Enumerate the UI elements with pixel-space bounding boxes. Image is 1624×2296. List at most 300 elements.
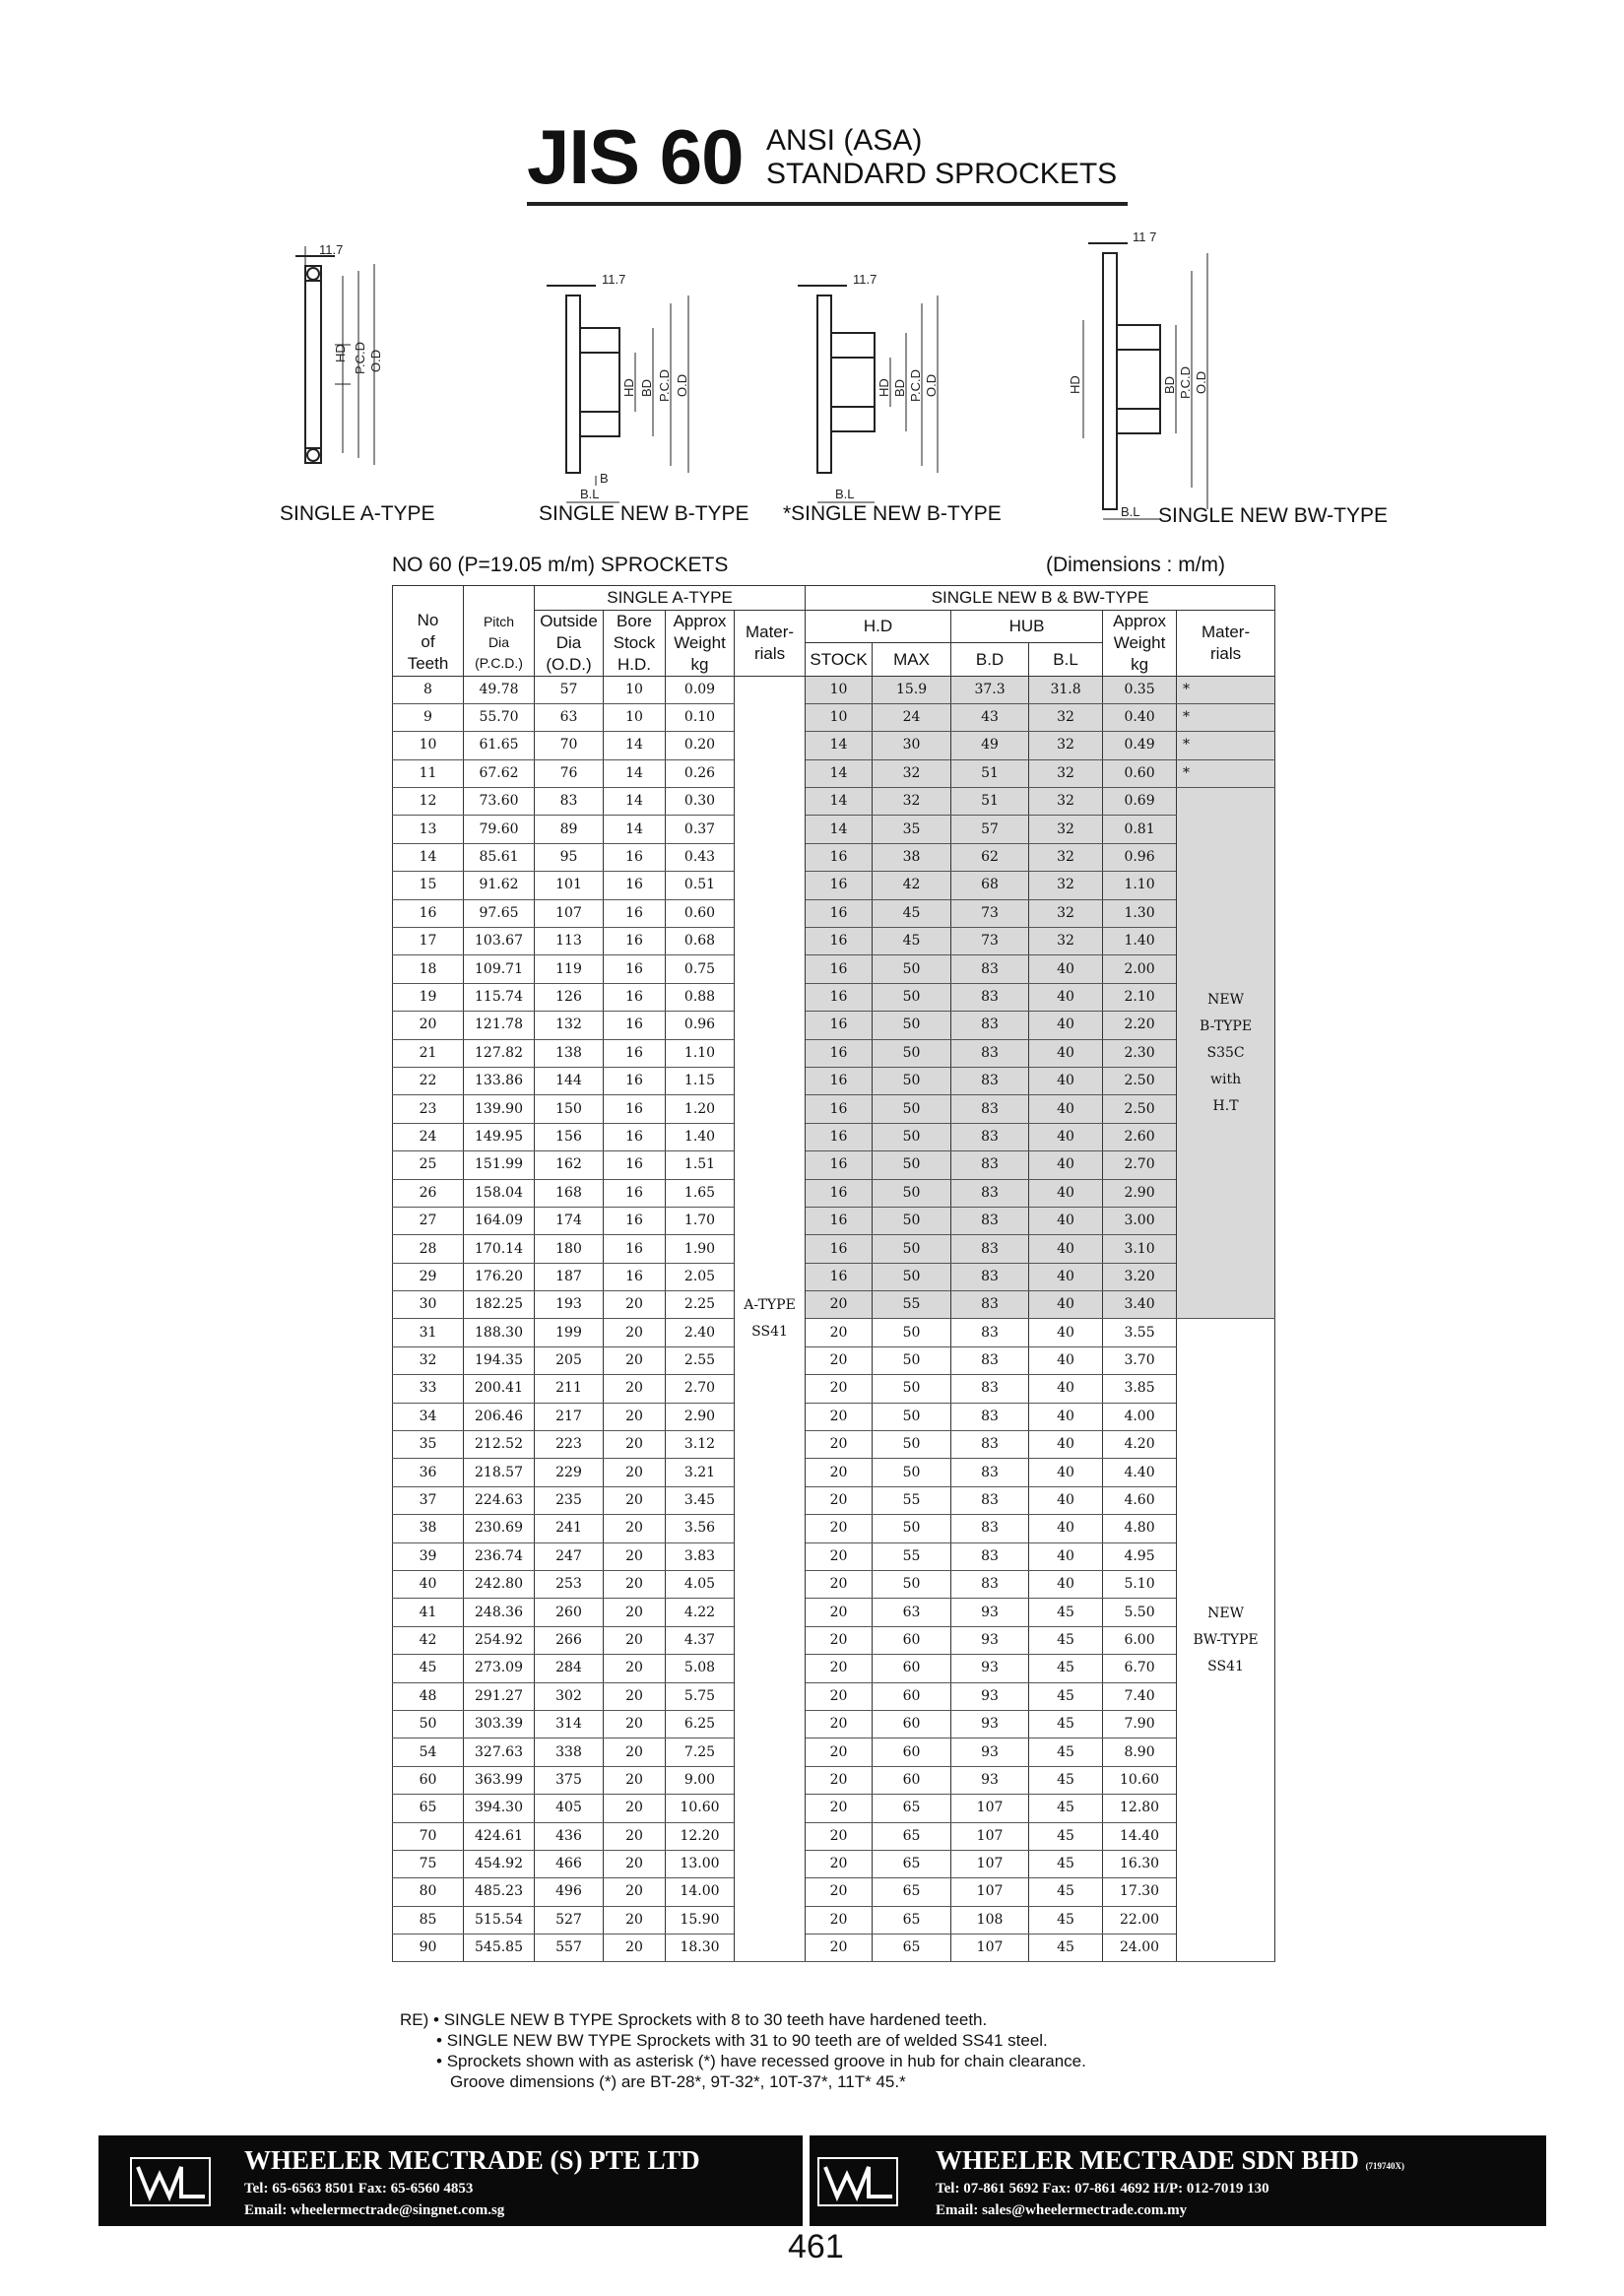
table-cell: 1.10 — [1103, 872, 1177, 899]
table-cell: 50 — [873, 1012, 951, 1039]
title-standard-line2: STANDARD SPROCKETS — [766, 158, 1118, 190]
table-row — [393, 1095, 1275, 1123]
table-cell: 20 — [604, 1599, 666, 1626]
table-cell: 16 — [806, 1235, 873, 1263]
table-cell: 20 — [604, 1291, 666, 1319]
table-cell: 65 — [873, 1795, 951, 1822]
table-cell: 113 — [535, 928, 604, 955]
table-cell: 34 — [393, 1403, 464, 1430]
table-cell: 28 — [393, 1235, 464, 1263]
table-cell: 23 — [393, 1095, 464, 1123]
table-row — [393, 1906, 1275, 1934]
table-row — [393, 1599, 1275, 1626]
table-cell: 338 — [535, 1738, 604, 1766]
table-cell: 49.78 — [464, 676, 535, 703]
footer-right-company — [810, 2135, 1546, 2226]
table-cell: 32 — [1029, 816, 1103, 843]
table-cell: 291.27 — [464, 1682, 535, 1710]
table-cell: 16 — [604, 928, 666, 955]
table-cell: 20 — [806, 1682, 873, 1710]
table-cell: 20 — [604, 1459, 666, 1486]
table-row — [393, 1850, 1275, 1877]
table-cell: 20 — [806, 1822, 873, 1850]
table-cell: 50 — [873, 1095, 951, 1123]
header-max: MAX — [873, 643, 951, 677]
table-cell: 63 — [873, 1599, 951, 1626]
table-cell: 16 — [806, 955, 873, 983]
table-cell: 73.60 — [464, 788, 535, 816]
table-cell: 20 — [604, 1935, 666, 1962]
table-cell: 65 — [873, 1906, 951, 1934]
table-cell: 57 — [535, 676, 604, 703]
table-cell: 3.45 — [666, 1486, 735, 1514]
table-cell: 16.30 — [1103, 1850, 1177, 1877]
table-cell: 50 — [873, 1151, 951, 1179]
table-cell: 16 — [806, 928, 873, 955]
table-cell: 20 — [806, 1571, 873, 1599]
table-cell: 5.50 — [1103, 1599, 1177, 1626]
table-cell: 9.00 — [666, 1766, 735, 1794]
table-cell: 405 — [535, 1795, 604, 1822]
table-cell: 16 — [604, 955, 666, 983]
table-cell: 2.90 — [1103, 1179, 1177, 1207]
table-cell: 2.90 — [666, 1403, 735, 1430]
table-cell: 4.00 — [1103, 1403, 1177, 1430]
table-cell: 485.23 — [464, 1878, 535, 1906]
table-cell: 14 — [604, 816, 666, 843]
table-cell: 83 — [951, 1542, 1029, 1570]
title-standard-line1: ANSI (ASA) — [766, 124, 923, 157]
table-cell: 83 — [951, 1291, 1029, 1319]
table-cell: 20 — [806, 1515, 873, 1542]
table-cell: 14 — [604, 732, 666, 759]
table-cell: 107 — [535, 899, 604, 927]
table-cell: 3.00 — [1103, 1207, 1177, 1234]
table-cell: 32 — [1029, 843, 1103, 871]
table-cell: 424.61 — [464, 1822, 535, 1850]
sprocket-table-wrapper — [392, 585, 1274, 1962]
table-cell: 0.40 — [1103, 703, 1177, 731]
table-cell: 61.65 — [464, 732, 535, 759]
table-cell: 83 — [951, 1515, 1029, 1542]
diagram-single-a-type — [276, 236, 423, 483]
svg-text:HD: HD — [333, 344, 348, 362]
table-cell: 253 — [535, 1571, 604, 1599]
table-cell: 241 — [535, 1515, 604, 1542]
table-cell: 0.88 — [666, 983, 735, 1011]
table-cell: 45 — [1029, 1878, 1103, 1906]
table-cell: 55.70 — [464, 703, 535, 731]
table-cell: 18 — [393, 955, 464, 983]
notes-section: RE) • SINGLE NEW B TYPE Sprockets with 8 to 30 teeth have hardened teeth. • SINGLE NEW BW TYPE Sprockets with 31 to 90 teeth are of welded SS41 steel. • Sprockets shown with as asterisk (*) have recessed groove in hub for chain clearance. Groove dimensions (*) are BT-28*, 9T-32*, 10T-37*, 11T* 45.* — [400, 2010, 1086, 2091]
table-row — [393, 816, 1275, 843]
table-cell: 496 — [535, 1878, 604, 1906]
table-cell: 158.04 — [464, 1179, 535, 1207]
table-cell: 16 — [604, 899, 666, 927]
table-cell: 12 — [393, 788, 464, 816]
table-cell: 205 — [535, 1346, 604, 1374]
table-cell: 20 — [604, 1795, 666, 1822]
table-row — [393, 1263, 1275, 1290]
table-cell: 40 — [1029, 1375, 1103, 1403]
svg-text:HD: HD — [1068, 375, 1082, 394]
table-cell: 10 — [604, 703, 666, 731]
table-cell: 50 — [393, 1710, 464, 1738]
table-cell: 0.26 — [666, 759, 735, 787]
table-cell: 2.40 — [666, 1319, 735, 1346]
table-cell: 20 — [806, 1655, 873, 1682]
table-cell: 14 — [604, 788, 666, 816]
table-cell: 40 — [1029, 1235, 1103, 1263]
table-cell: 10 — [806, 676, 873, 703]
table-cell: 0.49 — [1103, 732, 1177, 759]
table-cell: 60 — [393, 1766, 464, 1794]
table-cell: 70 — [393, 1822, 464, 1850]
table-cell: 60 — [873, 1682, 951, 1710]
diagram-label-new-b-type-2: *SINGLE NEW B-TYPE — [783, 502, 1002, 525]
table-cell: 2.25 — [666, 1291, 735, 1319]
table-cell: 75 — [393, 1850, 464, 1877]
table-row — [393, 1179, 1275, 1207]
table-cell: 30 — [873, 732, 951, 759]
table-cell: 60 — [873, 1766, 951, 1794]
table-cell: 0.35 — [1103, 676, 1177, 703]
table-cell: 7.90 — [1103, 1710, 1177, 1738]
table-cell: 40 — [1029, 1179, 1103, 1207]
table-cell: 20 — [393, 1012, 464, 1039]
table-cell: 45 — [1029, 1710, 1103, 1738]
table-cell: 50 — [873, 1207, 951, 1234]
table-cell: 180 — [535, 1235, 604, 1263]
table-cell: 108 — [951, 1906, 1029, 1934]
table-cell: 1.51 — [666, 1151, 735, 1179]
table-cell: 229 — [535, 1459, 604, 1486]
table-cell: 10 — [806, 703, 873, 731]
header-outside-dia: Outside Dia (O.D.) — [535, 610, 604, 676]
table-cell: 83 — [951, 1319, 1029, 1346]
table-cell: 3.55 — [1103, 1319, 1177, 1346]
table-cell: 19 — [393, 983, 464, 1011]
table-cell: 42 — [873, 872, 951, 899]
table-cell: 1.90 — [666, 1235, 735, 1263]
table-row — [393, 872, 1275, 899]
table-row — [393, 1935, 1275, 1962]
table-cell: 20 — [806, 1850, 873, 1877]
table-cell: 20 — [604, 1626, 666, 1654]
table-cell: 32 — [873, 759, 951, 787]
table-cell: 17.30 — [1103, 1878, 1177, 1906]
table-cell: 83 — [951, 1486, 1029, 1514]
table-row — [393, 1795, 1275, 1822]
svg-text:O.D: O.D — [924, 373, 939, 397]
table-cell: 16 — [806, 1123, 873, 1150]
table-cell: 40 — [1029, 1571, 1103, 1599]
table-cell: 6.00 — [1103, 1626, 1177, 1654]
table-cell: 50 — [873, 1375, 951, 1403]
table-cell: 76 — [535, 759, 604, 787]
table-cell: 83 — [951, 1263, 1029, 1290]
table-cell: 1.20 — [666, 1095, 735, 1123]
table-cell: 454.92 — [464, 1850, 535, 1877]
table-cell: 90 — [393, 1935, 464, 1962]
table-cell: 107 — [951, 1935, 1029, 1962]
table-cell: 2.00 — [1103, 955, 1177, 983]
table-cell: 16 — [806, 1012, 873, 1039]
table-cell: 236.74 — [464, 1542, 535, 1570]
table-cell: 45 — [1029, 1906, 1103, 1934]
table-cell: 32 — [1029, 788, 1103, 816]
table-cell: 93 — [951, 1766, 1029, 1794]
table-cell: 235 — [535, 1486, 604, 1514]
table-cell: 150 — [535, 1095, 604, 1123]
table-cell: 174 — [535, 1207, 604, 1234]
table-cell: 60 — [873, 1738, 951, 1766]
table-cell: 36 — [393, 1459, 464, 1486]
table-cell: 40 — [1029, 955, 1103, 983]
svg-text:P.C.D: P.C.D — [353, 342, 367, 374]
header-group-a-type: SINGLE A-TYPE — [535, 586, 806, 611]
table-row — [393, 983, 1275, 1011]
table-cell: 182.25 — [464, 1291, 535, 1319]
table-cell: 50 — [873, 1346, 951, 1374]
table-cell: 50 — [873, 1067, 951, 1094]
table-cell: 83 — [951, 1067, 1029, 1094]
table-cell: 16 — [604, 983, 666, 1011]
table-cell: 3.10 — [1103, 1235, 1177, 1263]
table-cell: 4.05 — [666, 1571, 735, 1599]
table-cell: 42 — [393, 1626, 464, 1654]
table-cell: 101 — [535, 872, 604, 899]
table-cell: 11 — [393, 759, 464, 787]
table-cell: 16 — [604, 872, 666, 899]
table-cell: 0.30 — [666, 788, 735, 816]
table-cell: 3.12 — [666, 1431, 735, 1459]
title-underline — [527, 202, 1128, 206]
table-cell: 515.54 — [464, 1906, 535, 1934]
table-cell: 40 — [1029, 1459, 1103, 1486]
table-cell: 15.90 — [666, 1906, 735, 1934]
table-cell: 45 — [873, 899, 951, 927]
table-cell: 16 — [604, 1039, 666, 1067]
table-cell: 60 — [873, 1626, 951, 1654]
table-cell: 363.99 — [464, 1766, 535, 1794]
svg-text:P.C.D: P.C.D — [1178, 366, 1193, 399]
table-cell: 327.63 — [464, 1738, 535, 1766]
table-cell: 32 — [1029, 759, 1103, 787]
table-cell: 0.09 — [666, 676, 735, 703]
table-cell: 83 — [951, 1179, 1029, 1207]
table-cell: 20 — [806, 1599, 873, 1626]
table-cell: 16 — [806, 1151, 873, 1179]
table-cell: 2.05 — [666, 1263, 735, 1290]
table-cell: 212.52 — [464, 1431, 535, 1459]
svg-text:B.L: B.L — [835, 487, 855, 501]
table-row — [393, 1151, 1275, 1179]
table-cell: 3.83 — [666, 1542, 735, 1570]
table-cell: 27 — [393, 1207, 464, 1234]
table-cell: 16 — [604, 843, 666, 871]
table-cell: 50 — [873, 983, 951, 1011]
table-cell: 14 — [604, 759, 666, 787]
table-cell: 16 — [806, 899, 873, 927]
table-cell: 3.70 — [1103, 1346, 1177, 1374]
table-cell: 45 — [1029, 1935, 1103, 1962]
table-cell: 40 — [1029, 1095, 1103, 1123]
table-row — [393, 1822, 1275, 1850]
table-cell: 194.35 — [464, 1346, 535, 1374]
table-cell: 37 — [393, 1486, 464, 1514]
table-cell: 45 — [873, 928, 951, 955]
table-row — [393, 1039, 1275, 1067]
table-row — [393, 1346, 1275, 1374]
table-cell: 156 — [535, 1123, 604, 1150]
table-cell: 121.78 — [464, 1012, 535, 1039]
table-cell: 83 — [951, 1095, 1029, 1123]
company-email-sg: Email: wheelermectrade@singnet.com.sg — [244, 2202, 505, 2218]
table-cell: 193 — [535, 1291, 604, 1319]
table-row — [393, 1486, 1275, 1514]
table-cell: 14 — [806, 788, 873, 816]
table-cell: 375 — [535, 1766, 604, 1794]
table-cell: 200.41 — [464, 1375, 535, 1403]
table-cell: 24 — [873, 703, 951, 731]
table-cell: 109.71 — [464, 955, 535, 983]
table-row — [393, 843, 1275, 871]
table-cell: 50 — [873, 1431, 951, 1459]
table-cell: 40 — [393, 1571, 464, 1599]
table-cell: 20 — [604, 1766, 666, 1794]
header-materials-a: Mater- rials — [735, 610, 806, 676]
table-cell: 35 — [393, 1431, 464, 1459]
table-cell: 4.80 — [1103, 1515, 1177, 1542]
table-cell: 16 — [604, 1012, 666, 1039]
table-row — [393, 1291, 1275, 1319]
table-cell: 38 — [873, 843, 951, 871]
table-cell: 32 — [1029, 899, 1103, 927]
table-row — [393, 1123, 1275, 1150]
table-cell: 7.40 — [1103, 1682, 1177, 1710]
table-row — [393, 732, 1275, 759]
table-cell: 83 — [951, 1235, 1029, 1263]
table-cell: 60 — [873, 1655, 951, 1682]
svg-text:B.L: B.L — [580, 487, 600, 501]
table-cell: 14.00 — [666, 1878, 735, 1906]
table-cell: 17 — [393, 928, 464, 955]
table-cell: 62 — [951, 843, 1029, 871]
table-cell: 51 — [951, 788, 1029, 816]
table-cell: 170.14 — [464, 1235, 535, 1263]
table-cell: 115.74 — [464, 983, 535, 1011]
table-cell: 20 — [806, 1319, 873, 1346]
table-cell: 20 — [806, 1906, 873, 1934]
notes-prefix: RE) — [400, 2010, 429, 2029]
table-cell: 55 — [873, 1291, 951, 1319]
table-cell: 20 — [604, 1431, 666, 1459]
table-cell: 223 — [535, 1431, 604, 1459]
table-cell: 3.20 — [1103, 1263, 1177, 1290]
table-row — [393, 1431, 1275, 1459]
table-cell: 2.70 — [666, 1375, 735, 1403]
table-cell: 50 — [873, 955, 951, 983]
table-cell: 57 — [951, 816, 1029, 843]
header-stock: STOCK — [806, 643, 873, 677]
table-row — [393, 1459, 1275, 1486]
table-cell: 0.43 — [666, 843, 735, 871]
table-cell: 107 — [951, 1850, 1029, 1877]
table-cell: 4.60 — [1103, 1486, 1177, 1514]
table-cell: 89 — [535, 816, 604, 843]
table-cell: 63 — [535, 703, 604, 731]
table-cell: 20 — [604, 1682, 666, 1710]
table-cell: 4.37 — [666, 1626, 735, 1654]
company-name-my: WHEELER MECTRADE SDN BHD (719740X) — [936, 2145, 1405, 2175]
table-cell: 67.62 — [464, 759, 535, 787]
table-cell: 242.80 — [464, 1571, 535, 1599]
table-cell: 50 — [873, 1459, 951, 1486]
table-cell: 20 — [806, 1486, 873, 1514]
svg-text:BD: BD — [892, 378, 907, 397]
table-cell: 3.85 — [1103, 1375, 1177, 1403]
table-cell: 20 — [806, 1291, 873, 1319]
table-cell: 32 — [1029, 872, 1103, 899]
company-reg-no: (719740X) — [1365, 2161, 1405, 2171]
table-cell: 93 — [951, 1710, 1029, 1738]
table-cell: 26 — [393, 1179, 464, 1207]
table-cell: 45 — [1029, 1655, 1103, 1682]
table-cell: 7.25 — [666, 1738, 735, 1766]
table-cell: 83 — [951, 1039, 1029, 1067]
header-hd: H.D — [806, 610, 951, 643]
table-cell: 83 — [951, 1459, 1029, 1486]
table-cell: * — [1177, 703, 1275, 731]
diagram-label-a-type: SINGLE A-TYPE — [280, 502, 435, 525]
table-cell: 45 — [1029, 1738, 1103, 1766]
company-phone-sg: Tel: 65-6563 8501 Fax: 65-6560 4853 — [244, 2181, 474, 2197]
table-cell: 164.09 — [464, 1207, 535, 1234]
table-row — [393, 1515, 1275, 1542]
table-cell: 545.85 — [464, 1935, 535, 1962]
table-cell: 83 — [951, 1375, 1029, 1403]
table-cell: 40 — [1029, 1151, 1103, 1179]
svg-text:O.D: O.D — [1194, 370, 1208, 394]
table-cell: 40 — [1029, 1123, 1103, 1150]
table-row — [393, 1626, 1275, 1654]
header-approx-weight-a: Approx Weight kg — [666, 610, 735, 676]
table-cell: 151.99 — [464, 1151, 535, 1179]
table-cell: 83 — [951, 1571, 1029, 1599]
table-cell: 32 — [1029, 703, 1103, 731]
table-cell: 16 — [806, 872, 873, 899]
table-cell: 83 — [951, 983, 1029, 1011]
table-cell: 83 — [951, 1123, 1029, 1150]
table-cell: 45 — [1029, 1795, 1103, 1822]
table-cell: 3.40 — [1103, 1291, 1177, 1319]
table-cell: 83 — [535, 788, 604, 816]
table-cell: 466 — [535, 1850, 604, 1877]
table-cell: 32 — [873, 788, 951, 816]
table-cell: 1.65 — [666, 1179, 735, 1207]
table-cell: 97.65 — [464, 899, 535, 927]
table-cell: 20 — [806, 1738, 873, 1766]
table-cell: 79.60 — [464, 816, 535, 843]
note-item: SINGLE NEW B TYPE Sprockets with 8 to 30 teeth have hardened teeth. — [443, 2010, 988, 2029]
table-cell: 22.00 — [1103, 1906, 1177, 1934]
table-cell: 302 — [535, 1682, 604, 1710]
table-row — [393, 1542, 1275, 1570]
table-cell: 20 — [806, 1710, 873, 1738]
table-cell: 3.21 — [666, 1459, 735, 1486]
svg-text:O.D: O.D — [675, 373, 689, 397]
